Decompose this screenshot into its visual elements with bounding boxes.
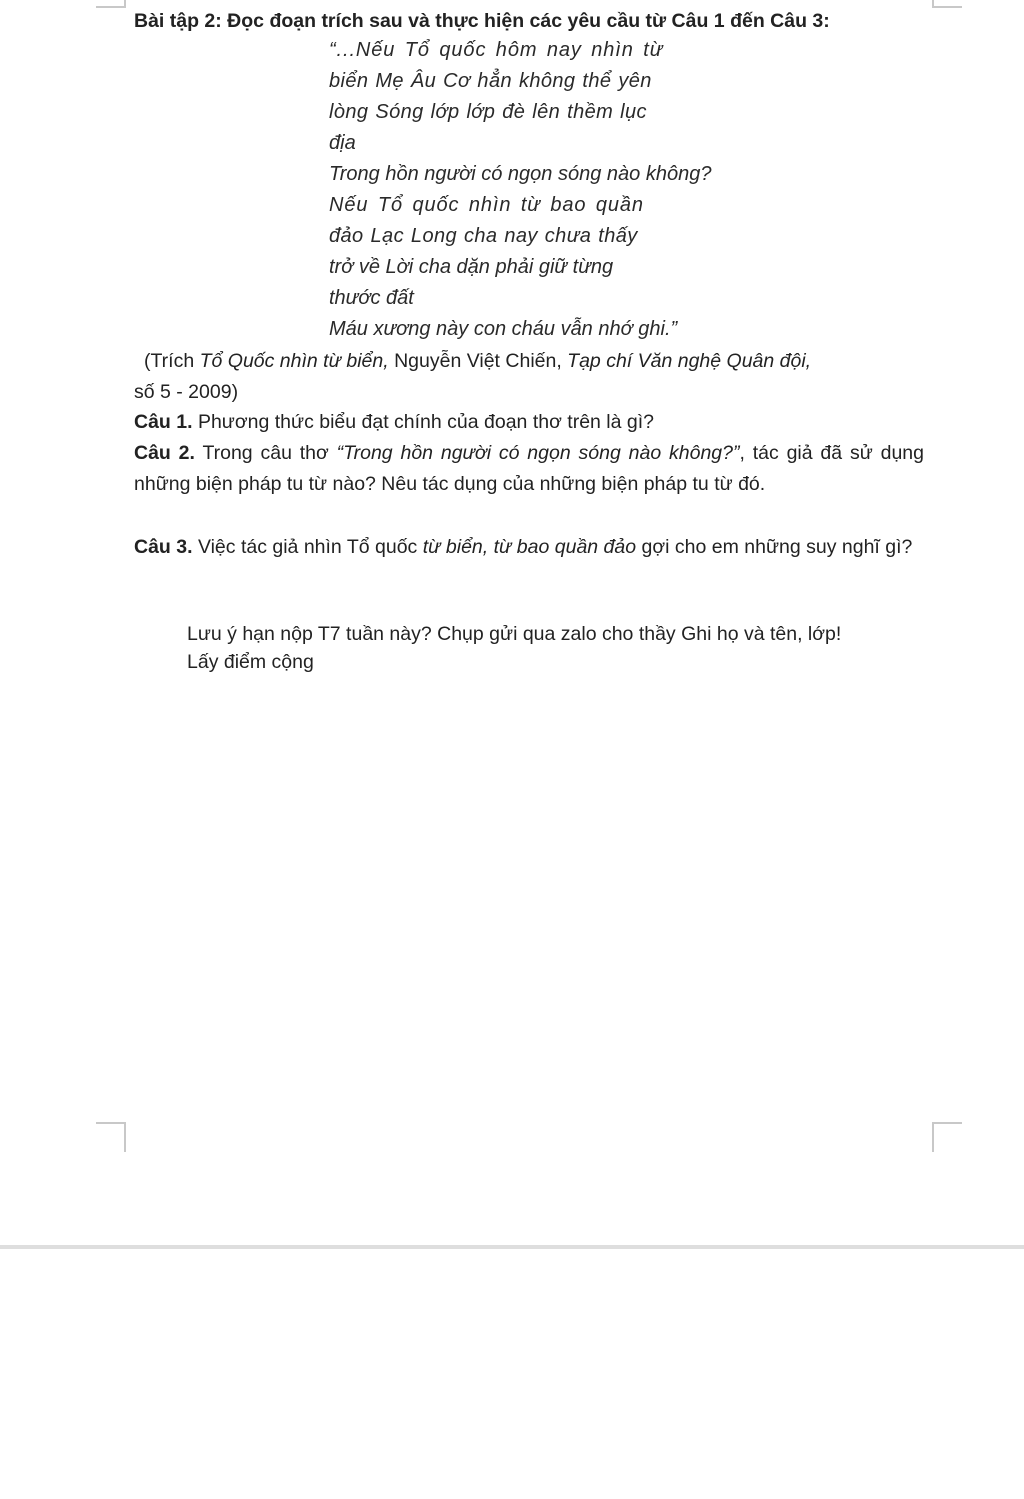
note-line: Lưu ý hạn nộp T7 tuần này? Chụp gửi qua zalo cho thầy Ghi họ và tên, lớp! [187, 623, 842, 645]
source-magazine: Tạp chí Văn nghệ Quân đội, [567, 350, 812, 372]
poem-excerpt [329, 35, 711, 345]
question-3-label: Câu 3. [134, 536, 193, 558]
corner-mark-bottom-left [96, 1122, 126, 1152]
question-1-label: Câu 1. [134, 411, 193, 433]
question-2-text-after: , tác giả đã sử dụng những biện pháp tu từ nào? Nêu tác dụng của những biện pháp tu từ đó. [134, 442, 924, 495]
question-3-text-after: gợi cho em những suy nghĩ gì? [636, 536, 913, 558]
corner-mark-top-left [96, 0, 126, 8]
poem-line: lòng Sóng lớp lớp đè lên thềm lục [329, 101, 647, 123]
question-3-text-before: Việc tác giả nhìn Tổ quốc [192, 536, 423, 558]
submission-note [187, 620, 947, 676]
poem-line: trở về Lời cha dặn phải giữ từng [329, 256, 614, 278]
note-line: Lấy điểm cộng [187, 651, 314, 673]
source-issue: số 5 - 2009) [134, 381, 239, 403]
poem-line: biển Mẹ Âu Cơ hẳn không thể yên [329, 70, 652, 92]
question-3 [134, 532, 924, 563]
source-poem-title: Tổ Quốc nhìn từ biển, [199, 350, 389, 372]
poem-line: địa [329, 132, 356, 154]
poem-line: Trong hồn người có ngọn sóng nào không? [329, 163, 712, 185]
poem-line: Nếu Tổ quốc nhìn từ bao quần [329, 194, 644, 216]
question-3-quote: từ biển, từ bao quần đảo [422, 536, 637, 558]
question-2-text-before: Trong câu thơ [194, 442, 337, 464]
question-1 [134, 407, 924, 438]
question-2 [134, 438, 924, 500]
exercise-title: Bài tập 2: Đọc đoạn trích sau và thực hiện các yêu cầu từ Câu 1 đến Câu 3: [134, 10, 830, 32]
poem-line: thước đất [329, 287, 414, 309]
source-author: Nguyễn Việt Chiến, [388, 350, 568, 372]
poem-line: “...Nếu Tổ quốc hôm nay nhìn từ [329, 39, 664, 61]
next-page-area [0, 1249, 1024, 1499]
poem-line: Máu xương này con cháu vẫn nhớ ghi.” [329, 318, 678, 340]
question-1-text: Phương thức biểu đạt chính của đoạn thơ trên là gì? [192, 411, 655, 433]
corner-mark-top-right [932, 0, 962, 8]
source-citation [134, 346, 924, 408]
question-2-label: Câu 2. [134, 442, 195, 464]
corner-mark-bottom-right [932, 1122, 962, 1152]
source-prefix: (Trích [144, 350, 200, 372]
question-2-quote: “Trong hồn người có ngọn sóng nào không?” [336, 442, 740, 464]
poem-line: đảo Lạc Long cha nay chưa thấy [329, 225, 638, 247]
